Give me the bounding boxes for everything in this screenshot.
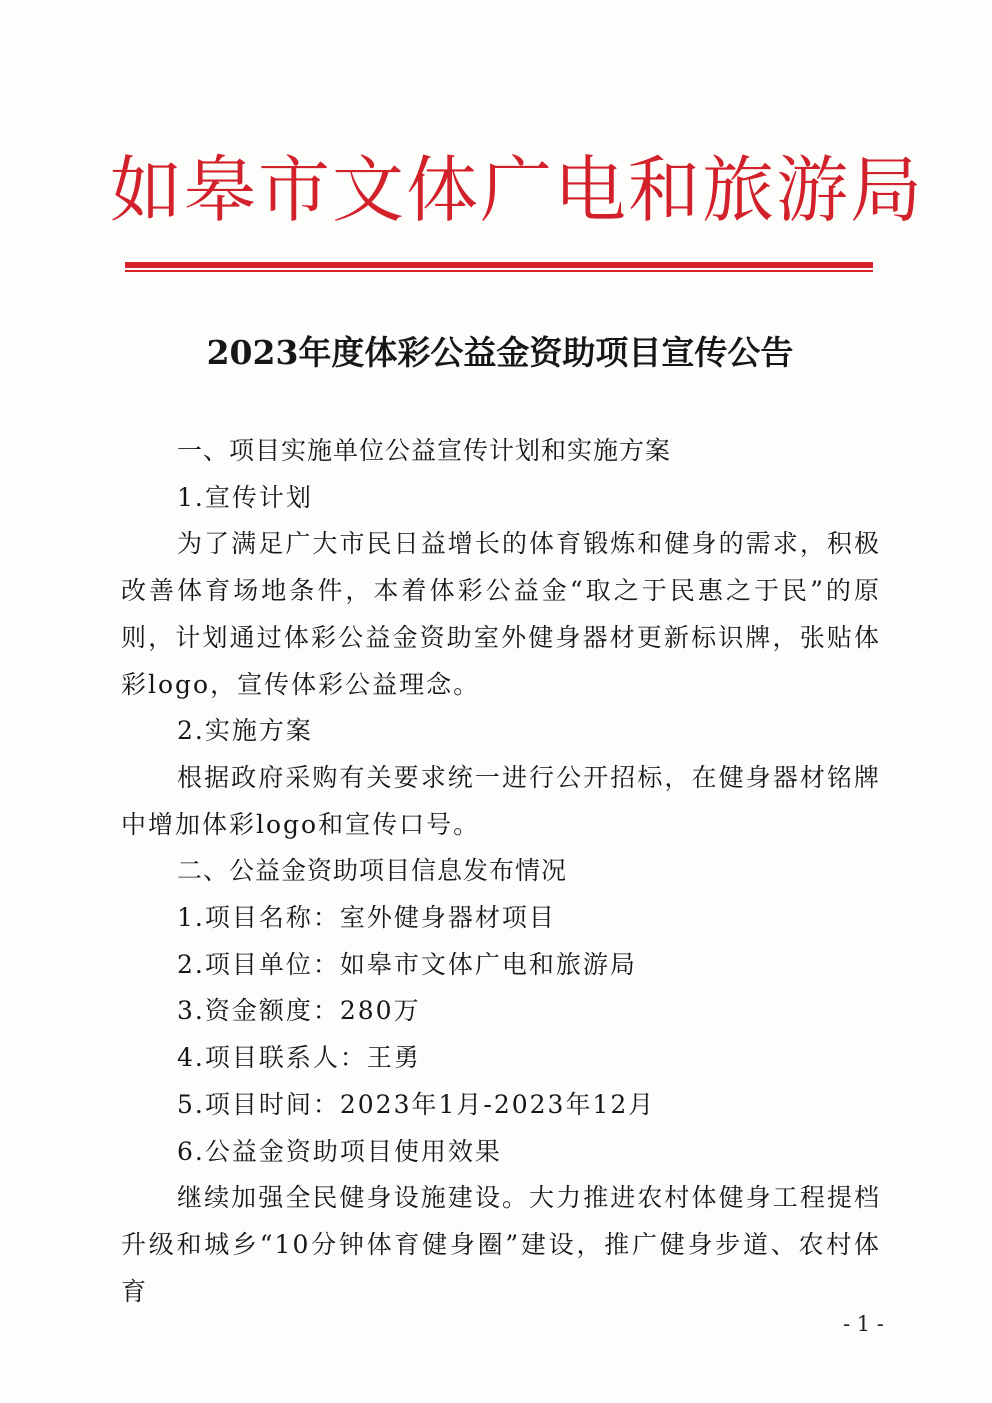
section-2-sub-6-heading: 6.公益金资助项目使用效果 — [177, 1136, 502, 1166]
contact-person-value: 王勇 — [366, 1043, 421, 1073]
project-info-item — [121, 988, 881, 1035]
section-1-heading: 一、项目实施单位公益宣传计划和实施方案 — [177, 436, 672, 465]
letterhead-red-rule-thin — [125, 270, 873, 272]
project-info-item — [121, 895, 881, 942]
contact-person-label: 4.项目联系人： — [177, 1043, 367, 1073]
document-body — [121, 428, 881, 1315]
funding-amount-value: 280万 — [339, 996, 421, 1026]
project-name-value: 室外健身器材项目 — [339, 903, 556, 933]
section-1-sub-2-text: 根据政府采购有关要求统一进行公开招标，在健身器材铭牌中增加体彩logo和宣传口号。 — [121, 762, 881, 839]
section-2-heading: 二、公益金资助项目信息发布情况 — [177, 856, 568, 886]
project-unit-value: 如皋市文体广电和旅游局 — [339, 949, 637, 979]
section-1-sub-1-text: 为了满足广大市民日益增长的体育锻炼和健身的需求，积极改善体育场地条件，本着体彩公益金“取之于民惠之于民”的原则，计划通过体彩公益金资助室外健身器材更新标识牌，张贴体彩logo，宣传体彩公益理念。 — [121, 529, 881, 699]
letterhead-org-name: 如皋市文体广电和旅游局 — [110, 148, 925, 232]
project-info-item — [121, 1082, 881, 1129]
project-period-label: 5.项目时间： — [177, 1089, 340, 1119]
project-period-value: 2023年1月-2023年12月 — [339, 1089, 656, 1119]
project-name-label: 1.项目名称： — [177, 903, 340, 933]
page-number: - 1 - — [843, 1312, 884, 1336]
project-unit-label: 2.项目单位： — [177, 949, 340, 979]
section-1-sub-1-heading: 1.宣传计划 — [177, 482, 313, 512]
document-title: 2023年度体彩公益金资助项目宣传公告 — [206, 333, 794, 372]
project-info-item — [121, 942, 881, 989]
letterhead-red-rule — [125, 262, 873, 268]
funding-amount-label: 3.资金额度： — [177, 996, 340, 1026]
project-info-item — [121, 1035, 881, 1082]
section-2-sub-6-text: 继续加强全民健身设施建设。大力推进农村体健身工程提档升级和城乡“10分钟体育健身圈”建设，推广健身步道、农村体育 — [121, 1183, 881, 1306]
section-1-sub-2-heading: 2.实施方案 — [177, 716, 313, 746]
